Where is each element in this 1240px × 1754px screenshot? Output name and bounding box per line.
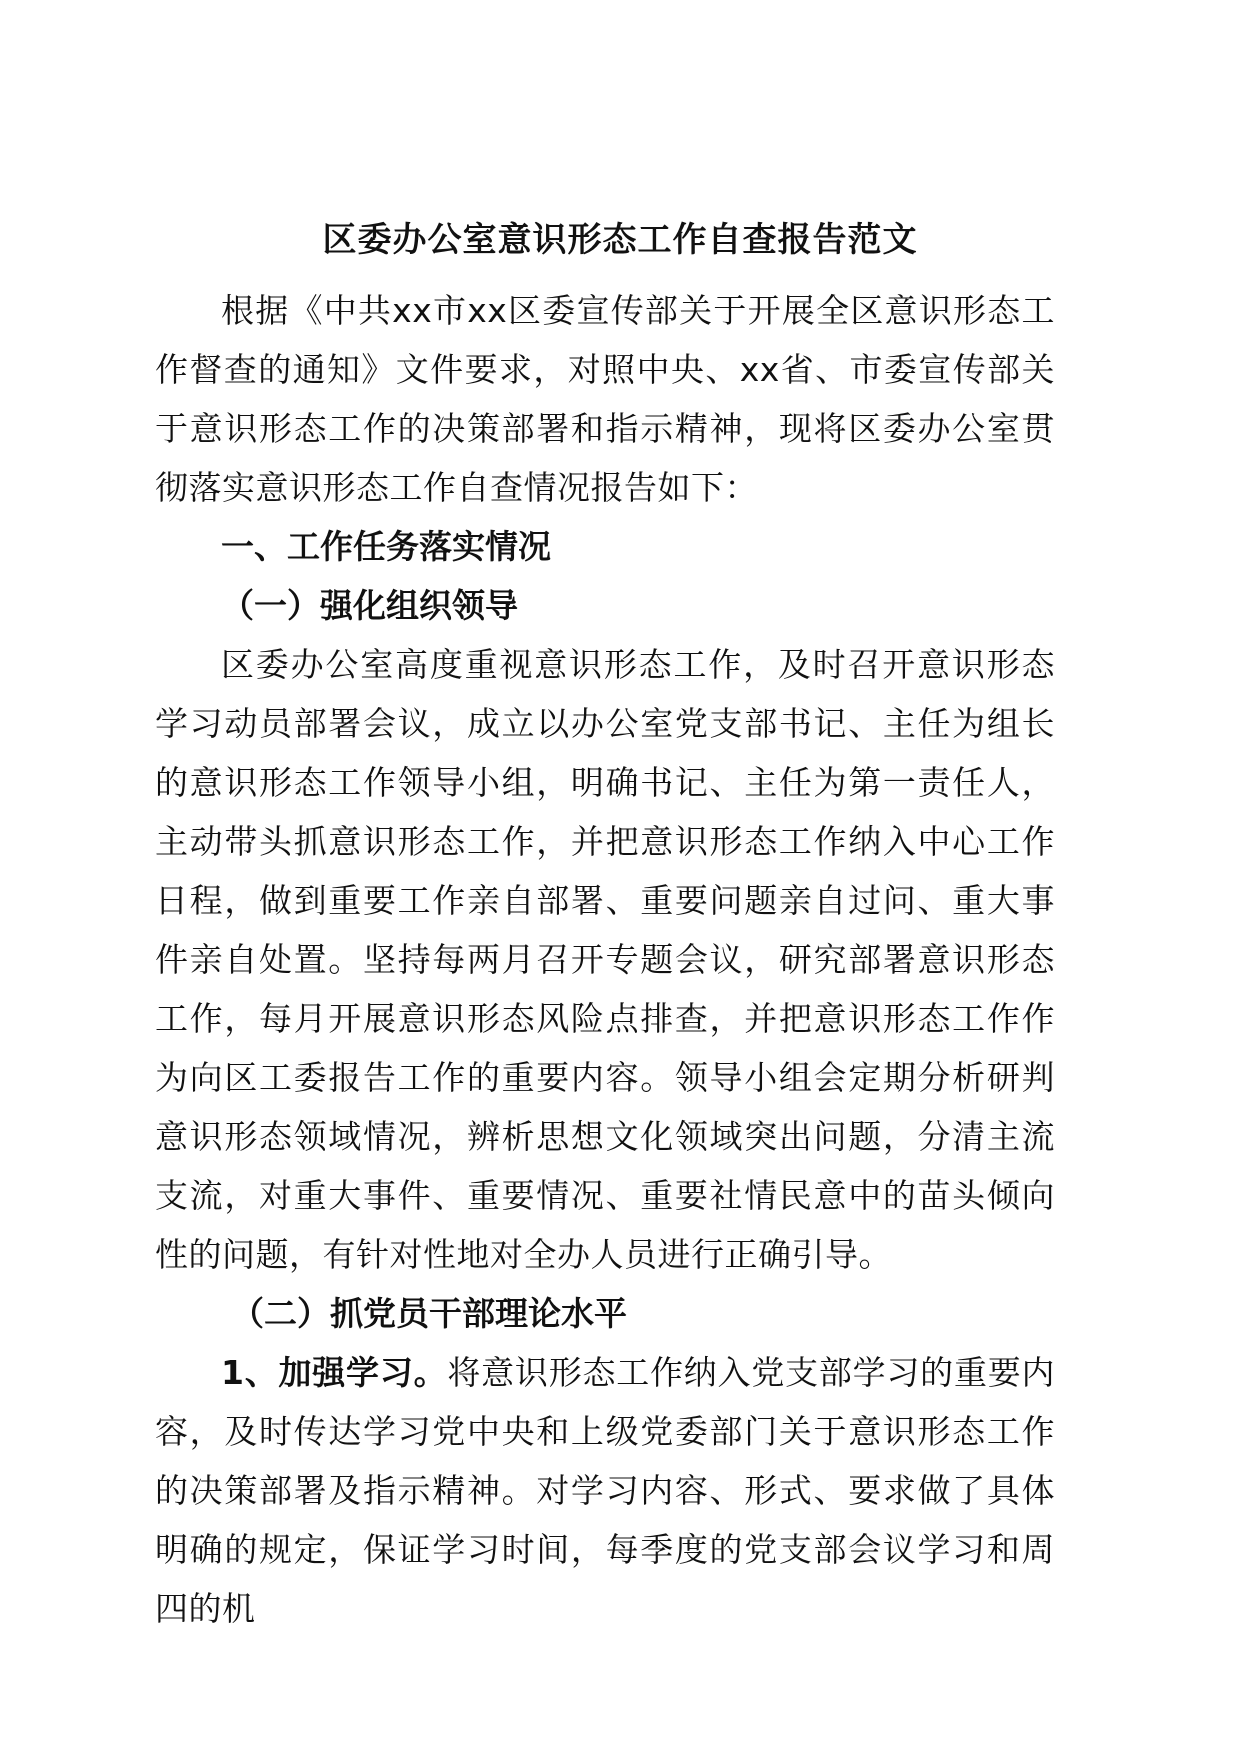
item-1-lead: 1、加强学习。 — [221, 1353, 448, 1392]
section-heading-1: 一、工作任务落实情况 — [221, 527, 551, 566]
subsection-1-paragraph: 区委办公室高度重视意识形态工作，及时召开意识形态学习动员部署会议，成立以办公室党支部书记、主任为组长的意识形态工作领导小组，明确书记、主任为第一责任人，主动带头抓意识形态工作，并把意识形态工作纳入中心工作日程，做到重要工作亲自部署、重要问题亲自过问、重大事件亲自处置。坚持每两月召开专题会议，研究部署意识形态工作，每月开展意识形态风险点排查，并把意识形态工作作为向区工委报告工作的重要内容。领导小组会定期分析研判意识形态领域情况，辨析思想文化领域突出问题，分清主流支流，对重大事件、重要情况、重要社情民意中的苗头倾向性的问题，有针对性地对全办人员进行正确引导。 — [155, 645, 1055, 1274]
subsection-heading-2: （二）抓党员干部理论水平 — [231, 1294, 627, 1333]
subsection-heading-1: （一）强化组织领导 — [221, 586, 518, 625]
document-title: 区委办公室意识形态工作自查报告范文 — [322, 220, 918, 260]
intro-paragraph: 根据《中共xx市xx区委宣传部关于开展全区意识形态工作督查的通知》文件要求，对照中央、xx省、市委宣传部关于意识形态工作的决策部署和指示精神，现将区委办公室贯彻落实意识形态工作自查情况报告如下： — [155, 291, 1055, 507]
document-body — [155, 281, 1055, 1638]
item-1-paragraph — [155, 1343, 1055, 1638]
item-1-text: 将意识形态工作纳入党支部学习的重要内容，及时传达学习党中央和上级党委部门关于意识形态工作的决策部署及指示精神。对学习内容、形式、要求做了具体明确的规定，保证学习时间，每季度的党支部会议学习和周四的机 — [155, 1353, 1056, 1628]
